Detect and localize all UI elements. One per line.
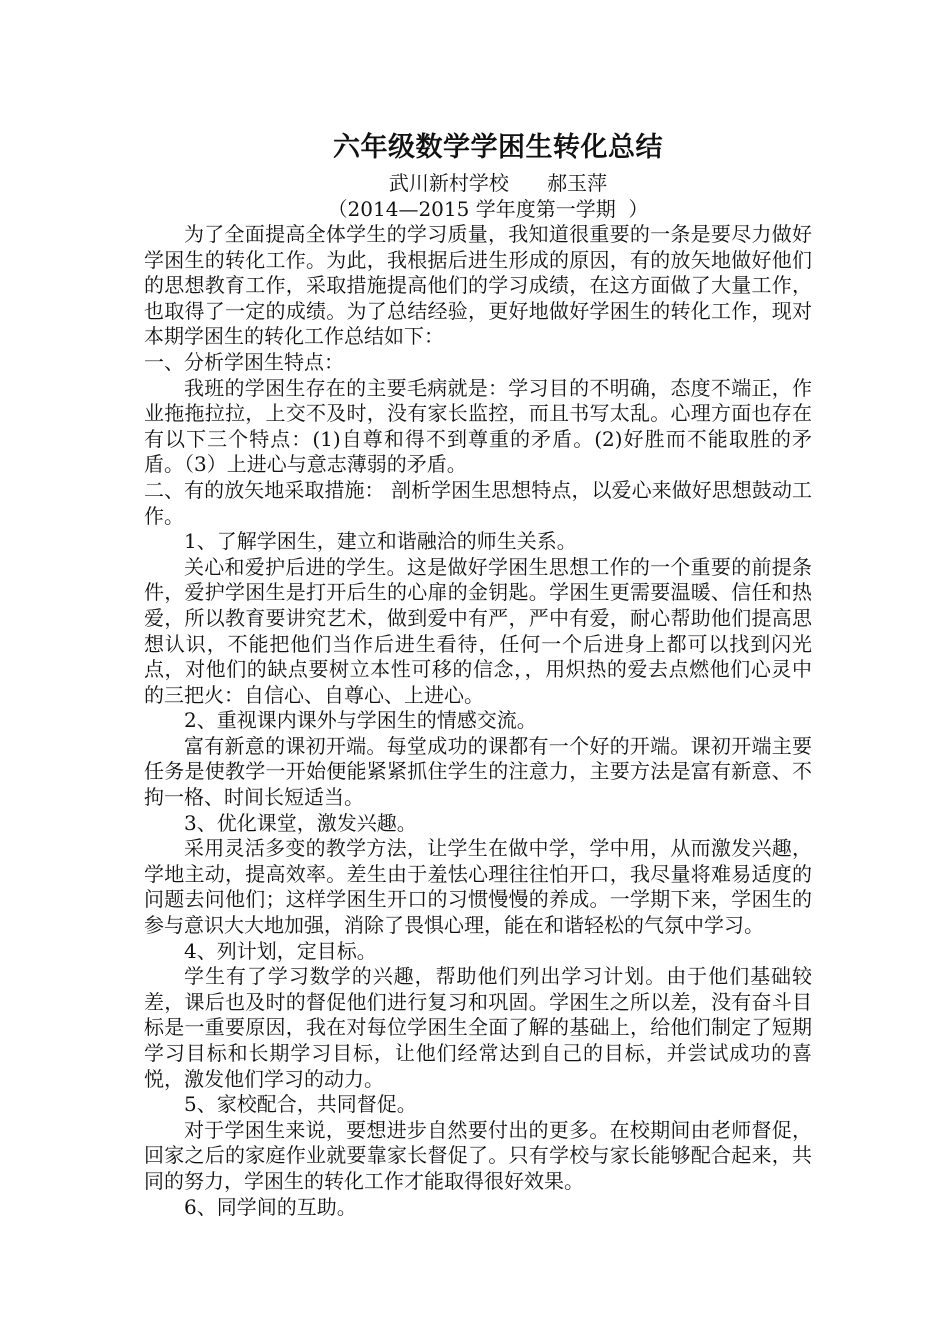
subheading-1: 1、了解学困生，建立和谐融洽的师生关系。 [184,529,577,554]
paragraph-home-school: 对于学困生来说，要想进步自然要付出的更多。在校期间由老师督促，回家之后的家庭作业就要靠家长督促了。只有学校与家长能够配合起来，共同的努力，学困生的转化工作才能取得很好效果。 [144,1117,812,1193]
paragraph-plan: 学生有了学习数学的兴趣，帮助他们列出学习计划。由于他们基础较差，课后也及时的督促他们进行复习和巩固。学困生之所以差，没有奋斗目标是一重要原因，我在对每位学困生全面了解的基础上，给他们制定了短期学习目标和长期学习目标，让他们经常达到自己的目标，并尝试成功的喜悦，激发他们学习的动力。 [144,964,812,1091]
paragraph-care: 关心和爱护后进的学生。这是做好学困生思想工作的一个重要的前提条件，爱护学困生是打开后生的心扉的金钥匙。学困生更需要温暖、信任和热爱，所以教育要讲究艺术，做到爱中有严，严中有爱，耐心帮助他们提高思想认识，不能把他们当作后进生看待，任何一个后进身上都可以找到闪光点，对他们的缺点要树立本性可移的信念，，用炽热的爱去点燃他们心灵中的三把火：自信心、自尊心、上进心。 [144,554,812,707]
paragraph-classroom: 采用灵活多变的教学方法，让学生在做中学，学中用，从而激发兴趣，学地主动，提高效率。差生由于羞怯心理往往怕开口，我尽量将难易适度的问题去问他们；这样学困生开口的习惯慢慢的养成。一学期下来，学困生的参与意识大大地加强，消除了畏惧心理，能在和谐轻松的气氛中学习。 [144,836,812,938]
document-title: 六年级数学学困生转化总结 [333,132,663,163]
section-heading-2: 二、有的放矢地采取措施： 剖析学困生思想特点，以爱心来做好思想鼓动工作。 [144,477,812,528]
document-body [144,128,812,1220]
paragraph-traits: 我班的学困生存在的主要毛病就是：学习目的不明确，态度不端正，作业拖拖拉拉，上交不及时，没有家长监控，而且书写太乱。心理方面也存在有以下三个特点：(1)自尊和得不到尊重的矛盾。(2)好胜而不能取胜的矛盾。（3）上进心与意志薄弱的矛盾。 [144,375,812,477]
intro-paragraph: 为了全面提高全体学生的学习质量，我知道很重要的一条是要尽力做好学困生的转化工作。为此，我根据后进生形成的原因，有的放矢地做好他们的思想教育工作，采取措施提高他们的学习成绩，在这方面做了大量工作，也取得了一定的成绩。为了总结经验，更好地做好学困生的转化工作，现对本期学困生的转化工作总结如下： [144,222,812,349]
paragraph-opening: 富有新意的课初开端。每堂成功的课都有一个好的开端。课初开端主要任务是使教学一开始便能紧紧抓住学生的注意力，主要方法是富有新意、不拘一格、时间长短适当。 [144,733,812,810]
subheading-5: 5、家校配合，共同督促。 [184,1092,417,1117]
subheading-6: 6、同学间的互助。 [184,1194,357,1219]
author-line: 武川新村学校 郝玉萍 [388,171,608,195]
subheading-3: 3、优化课堂，激发兴趣。 [184,810,417,835]
term-line: （2014—2015 学年度第一学期 ） [327,197,649,221]
subheading-2: 2、重视课内课外与学困生的情感交流。 [184,708,537,733]
section-heading-1: 一、分析学困生特点： [144,349,344,374]
subheading-4: 4、列计划，定目标。 [184,938,377,963]
